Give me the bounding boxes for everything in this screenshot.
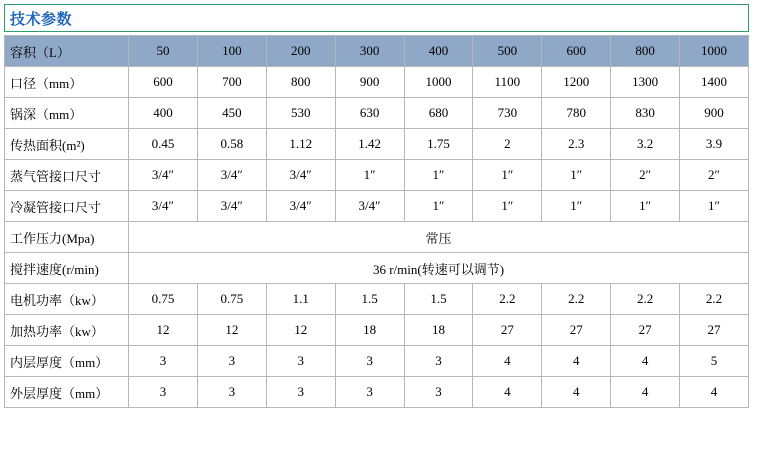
cell: 3/4″ <box>129 160 198 191</box>
cell: 0.75 <box>129 284 198 315</box>
cell: 3 <box>335 377 404 408</box>
cell: 1″ <box>473 160 542 191</box>
cell: 400 <box>129 98 198 129</box>
row-label: 口径（mm） <box>5 67 129 98</box>
cell: 1.75 <box>404 129 473 160</box>
cell: 780 <box>542 98 611 129</box>
cell: 1″ <box>680 191 749 222</box>
row-label: 蒸气管接口尺寸 <box>5 160 129 191</box>
cell: 3 <box>129 346 198 377</box>
cell: 3/4″ <box>129 191 198 222</box>
header-col-1: 100 <box>197 36 266 67</box>
table-header-row <box>5 36 749 67</box>
page-title: 技术参数 <box>10 10 73 28</box>
cell: 2.2 <box>680 284 749 315</box>
cell: 27 <box>680 315 749 346</box>
cell: 3 <box>266 377 335 408</box>
cell: 1400 <box>680 67 749 98</box>
cell: 2″ <box>680 160 749 191</box>
header-col-6: 600 <box>542 36 611 67</box>
row-label: 外层厚度（mm） <box>5 377 129 408</box>
cell-merged: 36 r/min(转速可以调节) <box>129 253 749 284</box>
cell: 3 <box>197 346 266 377</box>
header-col-5: 500 <box>473 36 542 67</box>
cell: 4 <box>542 346 611 377</box>
cell: 3.2 <box>611 129 680 160</box>
row-label: 冷凝管接口尺寸 <box>5 191 129 222</box>
cell: 4 <box>680 377 749 408</box>
cell: 3 <box>197 377 266 408</box>
cell: 2.3 <box>542 129 611 160</box>
cell: 830 <box>611 98 680 129</box>
cell: 3 <box>335 346 404 377</box>
cell: 3 <box>266 346 335 377</box>
cell: 1″ <box>404 160 473 191</box>
cell: 12 <box>197 315 266 346</box>
cell: 4 <box>473 346 542 377</box>
row-label: 锅深（mm） <box>5 98 129 129</box>
cell: 730 <box>473 98 542 129</box>
cell: 5 <box>680 346 749 377</box>
cell: 1.5 <box>404 284 473 315</box>
header-col-0: 50 <box>129 36 198 67</box>
row-label: 传热面积(m²) <box>5 129 129 160</box>
header-col-7: 800 <box>611 36 680 67</box>
cell: 12 <box>266 315 335 346</box>
cell: 3 <box>404 377 473 408</box>
cell: 1.42 <box>335 129 404 160</box>
cell: 2 <box>473 129 542 160</box>
header-label-volume: 容积（L） <box>5 36 129 67</box>
cell: 1.12 <box>266 129 335 160</box>
cell: 3 <box>129 377 198 408</box>
cell: 3/4″ <box>197 160 266 191</box>
cell: 600 <box>129 67 198 98</box>
header-col-3: 300 <box>335 36 404 67</box>
row-label: 加热功率（kw） <box>5 315 129 346</box>
cell: 1.5 <box>335 284 404 315</box>
cell: 0.58 <box>197 129 266 160</box>
table-row <box>5 129 749 160</box>
table-row <box>5 315 749 346</box>
cell: 27 <box>473 315 542 346</box>
cell: 680 <box>404 98 473 129</box>
cell: 700 <box>197 67 266 98</box>
technical-parameters-table <box>4 35 749 408</box>
row-label: 电机功率（kw） <box>5 284 129 315</box>
row-label: 工作压力(Mpa) <box>5 222 129 253</box>
cell: 12 <box>129 315 198 346</box>
cell: 27 <box>542 315 611 346</box>
cell: 4 <box>542 377 611 408</box>
cell: 3.9 <box>680 129 749 160</box>
table-row <box>5 346 749 377</box>
cell: 2.2 <box>542 284 611 315</box>
cell: 3/4″ <box>266 160 335 191</box>
table-row <box>5 191 749 222</box>
cell: 530 <box>266 98 335 129</box>
cell: 1.1 <box>266 284 335 315</box>
header-col-4: 400 <box>404 36 473 67</box>
table-row <box>5 222 749 253</box>
cell-merged: 常压 <box>129 222 749 253</box>
cell: 3 <box>404 346 473 377</box>
cell: 3/4″ <box>335 191 404 222</box>
cell: 0.75 <box>197 284 266 315</box>
spec-sheet <box>0 4 757 462</box>
cell: 3/4″ <box>266 191 335 222</box>
cell: 900 <box>335 67 404 98</box>
cell: 4 <box>611 346 680 377</box>
cell: 3/4″ <box>197 191 266 222</box>
cell: 2.2 <box>473 284 542 315</box>
table-row <box>5 160 749 191</box>
table-row <box>5 377 749 408</box>
cell: 1″ <box>611 191 680 222</box>
table-row <box>5 284 749 315</box>
cell: 4 <box>473 377 542 408</box>
cell: 900 <box>680 98 749 129</box>
cell: 2.2 <box>611 284 680 315</box>
cell: 2″ <box>611 160 680 191</box>
cell: 1″ <box>335 160 404 191</box>
cell: 4 <box>611 377 680 408</box>
cell: 1000 <box>404 67 473 98</box>
cell: 1100 <box>473 67 542 98</box>
cell: 800 <box>266 67 335 98</box>
table-row <box>5 98 749 129</box>
cell: 1200 <box>542 67 611 98</box>
table-row <box>5 253 749 284</box>
cell: 630 <box>335 98 404 129</box>
row-label: 搅拌速度(r/min) <box>5 253 129 284</box>
cell: 0.45 <box>129 129 198 160</box>
cell: 1300 <box>611 67 680 98</box>
header-col-8: 1000 <box>680 36 749 67</box>
cell: 1″ <box>542 160 611 191</box>
cell: 1″ <box>542 191 611 222</box>
table-body <box>5 36 749 408</box>
cell: 1″ <box>404 191 473 222</box>
cell: 450 <box>197 98 266 129</box>
cell: 27 <box>611 315 680 346</box>
cell: 18 <box>335 315 404 346</box>
row-label: 内层厚度（mm） <box>5 346 129 377</box>
table-row <box>5 67 749 98</box>
title-bar <box>4 4 749 32</box>
cell: 1″ <box>473 191 542 222</box>
header-col-2: 200 <box>266 36 335 67</box>
cell: 18 <box>404 315 473 346</box>
